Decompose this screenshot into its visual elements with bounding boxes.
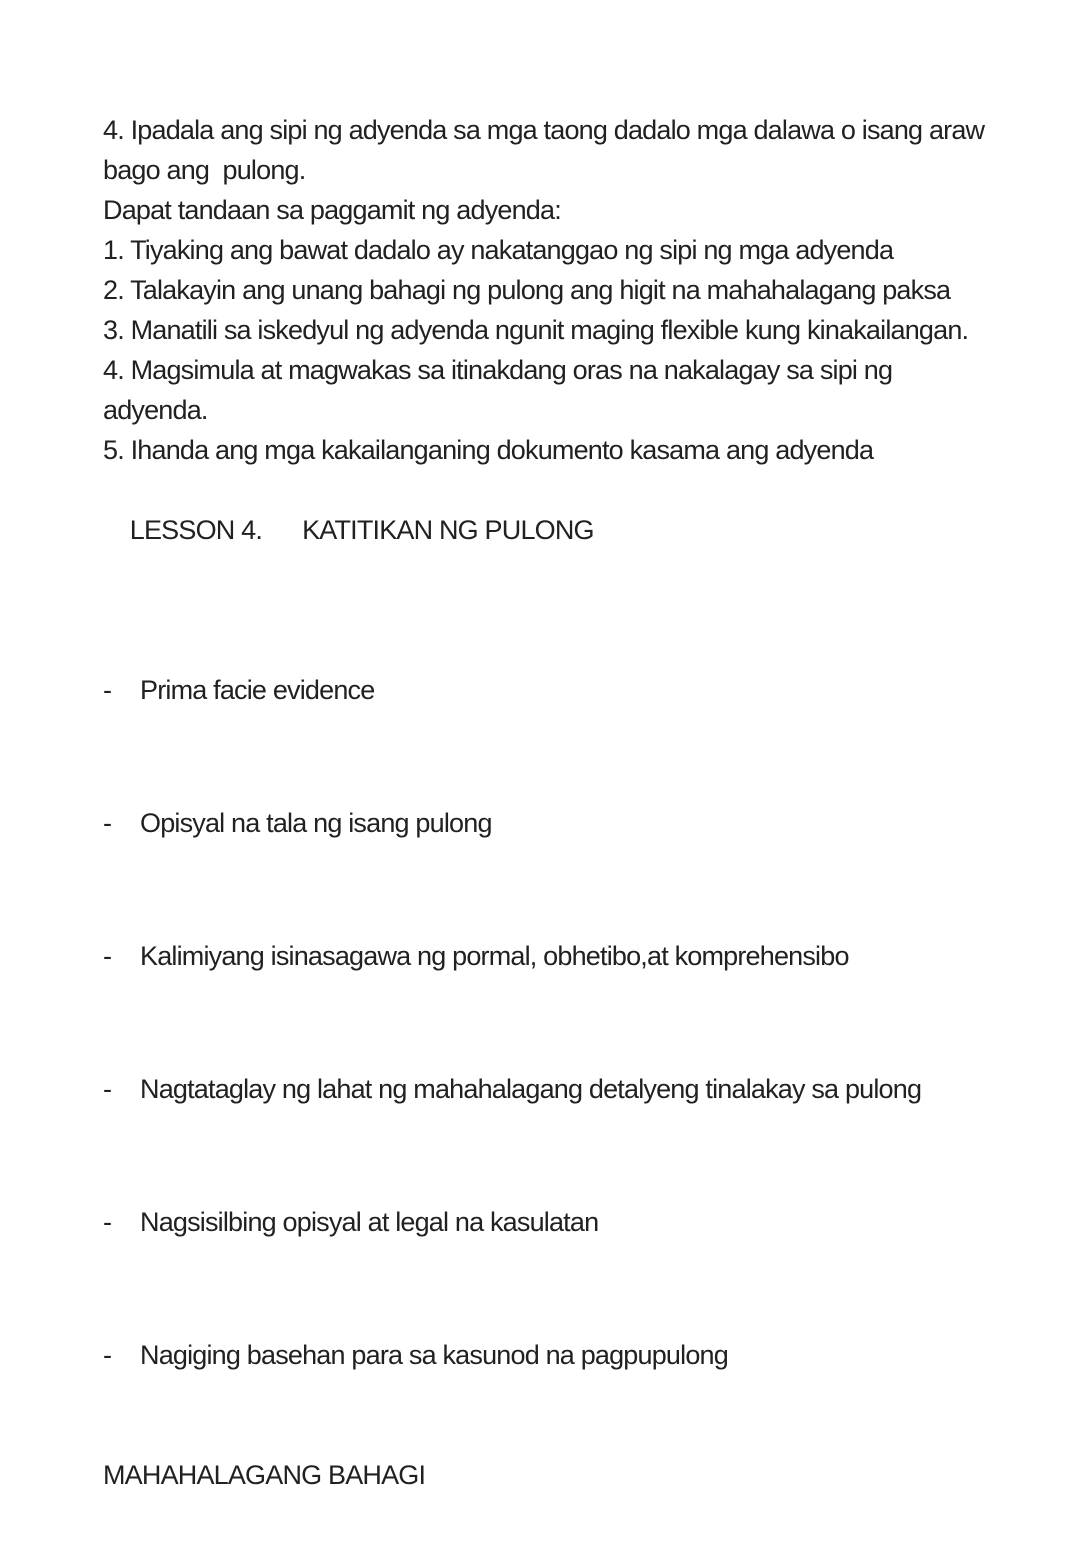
paragraph-agenda-step-4: 4. Ipadala ang sipi ng adyenda sa mga taong dadalo mga dalawa o isang araw bago ang pulong. [103, 115, 991, 185]
note-heading: Dapat tandaan sa paggamit ng adyenda: [103, 195, 561, 225]
bullet-dash: - [103, 808, 112, 838]
list-item [103, 1335, 995, 1375]
list-item [103, 1069, 995, 1109]
bullet-dash: - [103, 1340, 112, 1370]
lesson-4-title: KATITIKAN NG PULONG [302, 515, 594, 545]
list-item [103, 936, 995, 976]
bullet-text: Nagtataglay ng lahat ng mahahalagang detalyeng tinalakay sa pulong [140, 1074, 922, 1104]
list-item [103, 803, 995, 843]
reminder-item-1: 1. Tiyaking ang bawat dadalo ay nakatanggao ng sipi ng mga adyenda [103, 235, 894, 265]
list-item [103, 1202, 995, 1242]
section-heading-mahahalagang-bahagi: MAHAHALAGANG BAHAGI [103, 1460, 426, 1490]
reminder-item-3: 3. Manatili sa iskedyul ng adyenda ngunit maging flexible kung kinakailangan. [103, 315, 969, 345]
lesson-4-bullet-list [103, 590, 995, 1455]
reminder-item-2: 2. Talakayin ang unang bahagi ng pulong ang higit na mahahalagang paksa [103, 275, 951, 305]
reminder-item-5: 5. Ihanda ang mga kakailanganing dokumento kasama ang adyenda [103, 435, 874, 465]
list-item [103, 670, 995, 710]
bullet-text: Prima facie evidence [140, 675, 375, 705]
reminder-item-4: 4. Magsimula at magwakas sa itinakdang oras na nakalagay sa sipi ng adyenda. [103, 355, 899, 425]
bullet-text: Nagiging basehan para sa kasunod na pagpupulong [140, 1340, 728, 1370]
bullet-text: Kalimiyang isinasagawa ng pormal, obhetibo,at komprehensibo [140, 941, 849, 971]
bullet-dash: - [103, 675, 112, 705]
bullet-text: Nagsisilbing opisyal at legal na kasulatan [140, 1207, 599, 1237]
bullet-dash: - [103, 1074, 112, 1104]
lesson-4-heading [103, 470, 995, 590]
lesson-4-label: LESSON 4. [129, 515, 263, 545]
bullet-text: Opisyal na tala ng isang pulong [140, 808, 492, 838]
bullet-dash: - [103, 1207, 112, 1237]
bullet-dash: - [103, 941, 112, 971]
